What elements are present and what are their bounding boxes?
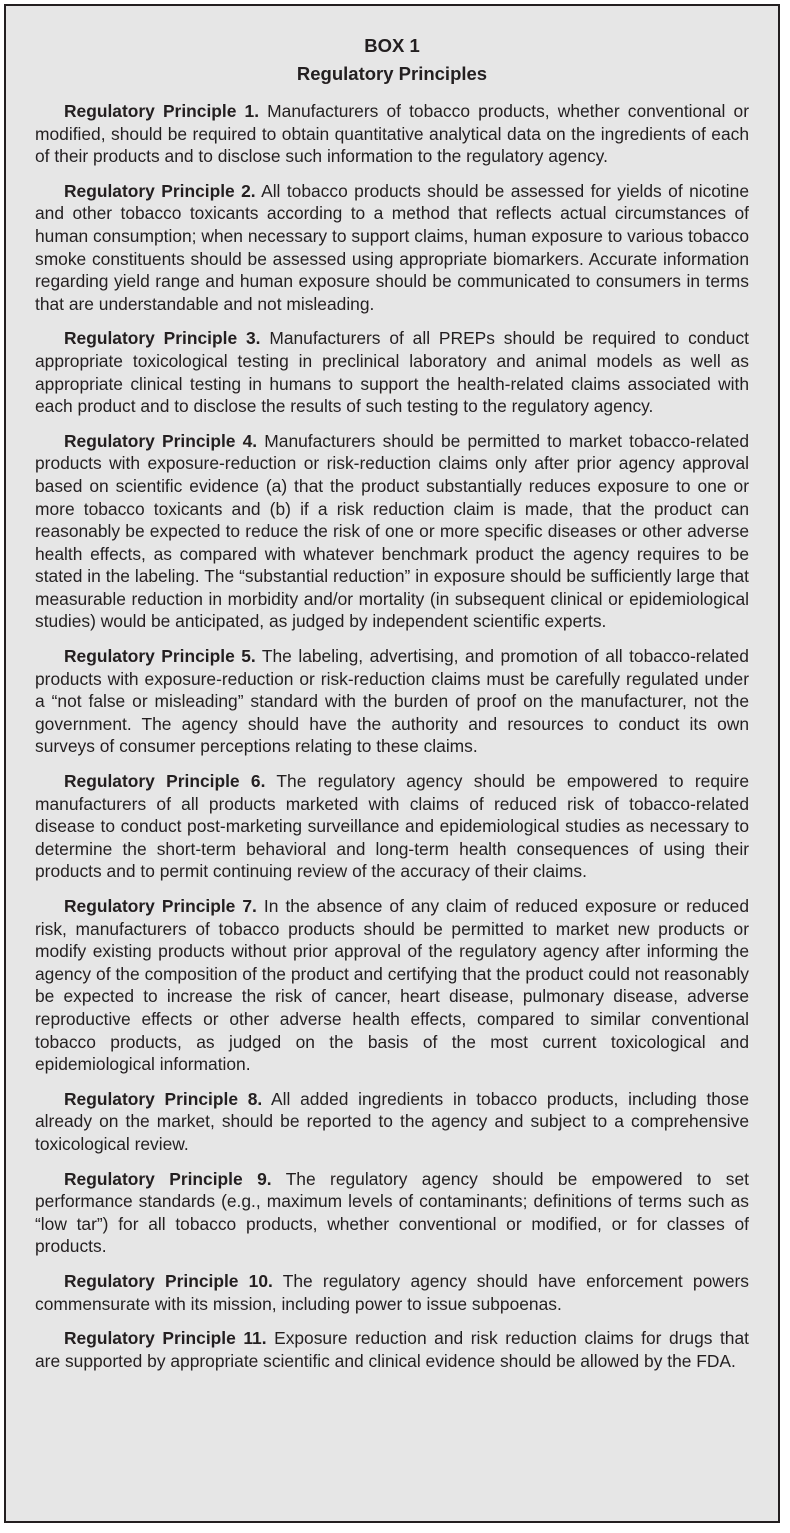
principle-text: Manufacturers of all PREPs should be required to conduct appropriate toxicological testing in preclinical laboratory and animal models as well as appropriate clinical testing in humans to support the health-related claims associated with each product and to disclose the results of such testing to the regulatory agency.: [35, 328, 749, 417]
principle-label: Regulatory Principle 11.: [64, 1328, 267, 1349]
box-label: BOX 1: [364, 35, 420, 56]
box-title: Regulatory Principles: [296, 63, 488, 84]
principle-1: [35, 100, 749, 168]
principle-7: [35, 895, 749, 1076]
principle-text: In the absence of any claim of reduced exposure or reduced risk, manufacturers of tobacco products should be permitted to market new products or modify existing products without prior approval of the regulatory agency after informing the agency of the composition of the product and certifying that the product could not reasonably be expected to increase the risk of cancer, heart disease, pulmonary disease, adverse reproductive effects or other adverse health effects, compared to similar conventional tobacco products, as judged on the basis of the most current toxicological and epidemiological information.: [35, 896, 749, 1075]
principle-label: Regulatory Principle 9.: [64, 1168, 272, 1189]
principle-text: The regulatory agency should be empowered to set performance standards (e.g., maximum levels of contaminants; definitions of terms such as “low tar”) for all tobacco products, whether conventional or modified, or for classes of products.: [35, 1168, 750, 1257]
principle-9: [35, 1168, 749, 1258]
principle-10: [35, 1270, 749, 1315]
principle-8: [35, 1088, 749, 1156]
principle-label: Regulatory Principle 4.: [64, 430, 258, 451]
principle-3: [35, 327, 749, 417]
principle-text: Exposure reduction and risk reduction claims for drugs that are supported by appropriate scientific and clinical evidence should be allowed by the FDA.: [35, 1328, 749, 1371]
principle-label: Regulatory Principle 6.: [64, 771, 266, 792]
principle-4: [35, 430, 749, 633]
principle-label: Regulatory Principle 3.: [64, 328, 261, 349]
principle-label: Regulatory Principle 1.: [64, 101, 260, 121]
principle-label: Regulatory Principle 10.: [64, 1270, 273, 1291]
principle-2: [35, 180, 749, 316]
principle-11: [35, 1327, 749, 1372]
principle-text: The regulatory agency should have enforcement powers commensurate with its mission, including power to issue subpoenas.: [35, 1270, 749, 1314]
principle-text: Manufacturers of tobacco products, whether conventional or modified, should be required to obtain quantitative analytical data on the ingredients of each of their products and to disclose such information to the regulatory agency.: [35, 101, 749, 167]
principle-text: All tobacco products should be assessed for yields of nicotine and other tobacco toxicants according to a method that reflects actual circumstances of human consumption; when necessary to support claims, human exposure to various tobacco smoke constituents should be assessed using appropriate biomarkers. Accurate information regarding yield range and human exposure should be communicated to consumers in terms that are understandable and not misleading.: [35, 180, 750, 314]
principle-text: The labeling, advertising, and promotion of all tobacco-related products with exposure-reduction or risk-reduction claims must be carefully regulated under a “not false or misleading” standard with the burden of proof on the manufacturer, not the government. The agency should have the authority and resources to conduct its own surveys of consumer perceptions relating to these claims.: [35, 646, 749, 757]
principle-5: [35, 645, 749, 758]
principle-label: Regulatory Principle 2.: [64, 180, 256, 201]
principle-label: Regulatory Principle 5.: [64, 646, 256, 667]
principle-label: Regulatory Principle 7.: [64, 896, 257, 916]
principle-label: Regulatory Principle 8.: [64, 1088, 263, 1109]
principle-text: All added ingredients in tobacco products, including those already on the market, should be reported to the agency and subject to a comprehensive toxicological review.: [35, 1088, 750, 1154]
principle-6: [35, 770, 749, 883]
box-1-panel: [4, 4, 780, 1523]
principle-text: Manufacturers should be permitted to market tobacco-related products with exposure-reduction or risk-reduction claims only after prior agency approval based on scientific evidence (a) that the product substantially reduces exposure to one or more tobacco toxicants and (b) if a risk reduction claim is made, that the product can reasonably be expected to reduce the risk of one or more specific diseases or other adverse health effects, as compared with whatever benchmark product the agency requires to be stated in the labeling. The “substantial reduction” in exposure should be sufficiently large that measurable reduction in morbidity and/or mortality (in subsequent clinical or epidemiological studies) would be anticipated, as judged by independent scientific experts.: [35, 430, 749, 632]
principle-text: The regulatory agency should be empowered to require manufacturers of all products marketed with claims of reduced risk of tobacco-related disease to conduct post-marketing surveillance and epidemiological studies as necessary to determine the short-term behavioral and long-term health consequences of using their products and to permit continuing review of the accuracy of their claims.: [35, 771, 750, 882]
